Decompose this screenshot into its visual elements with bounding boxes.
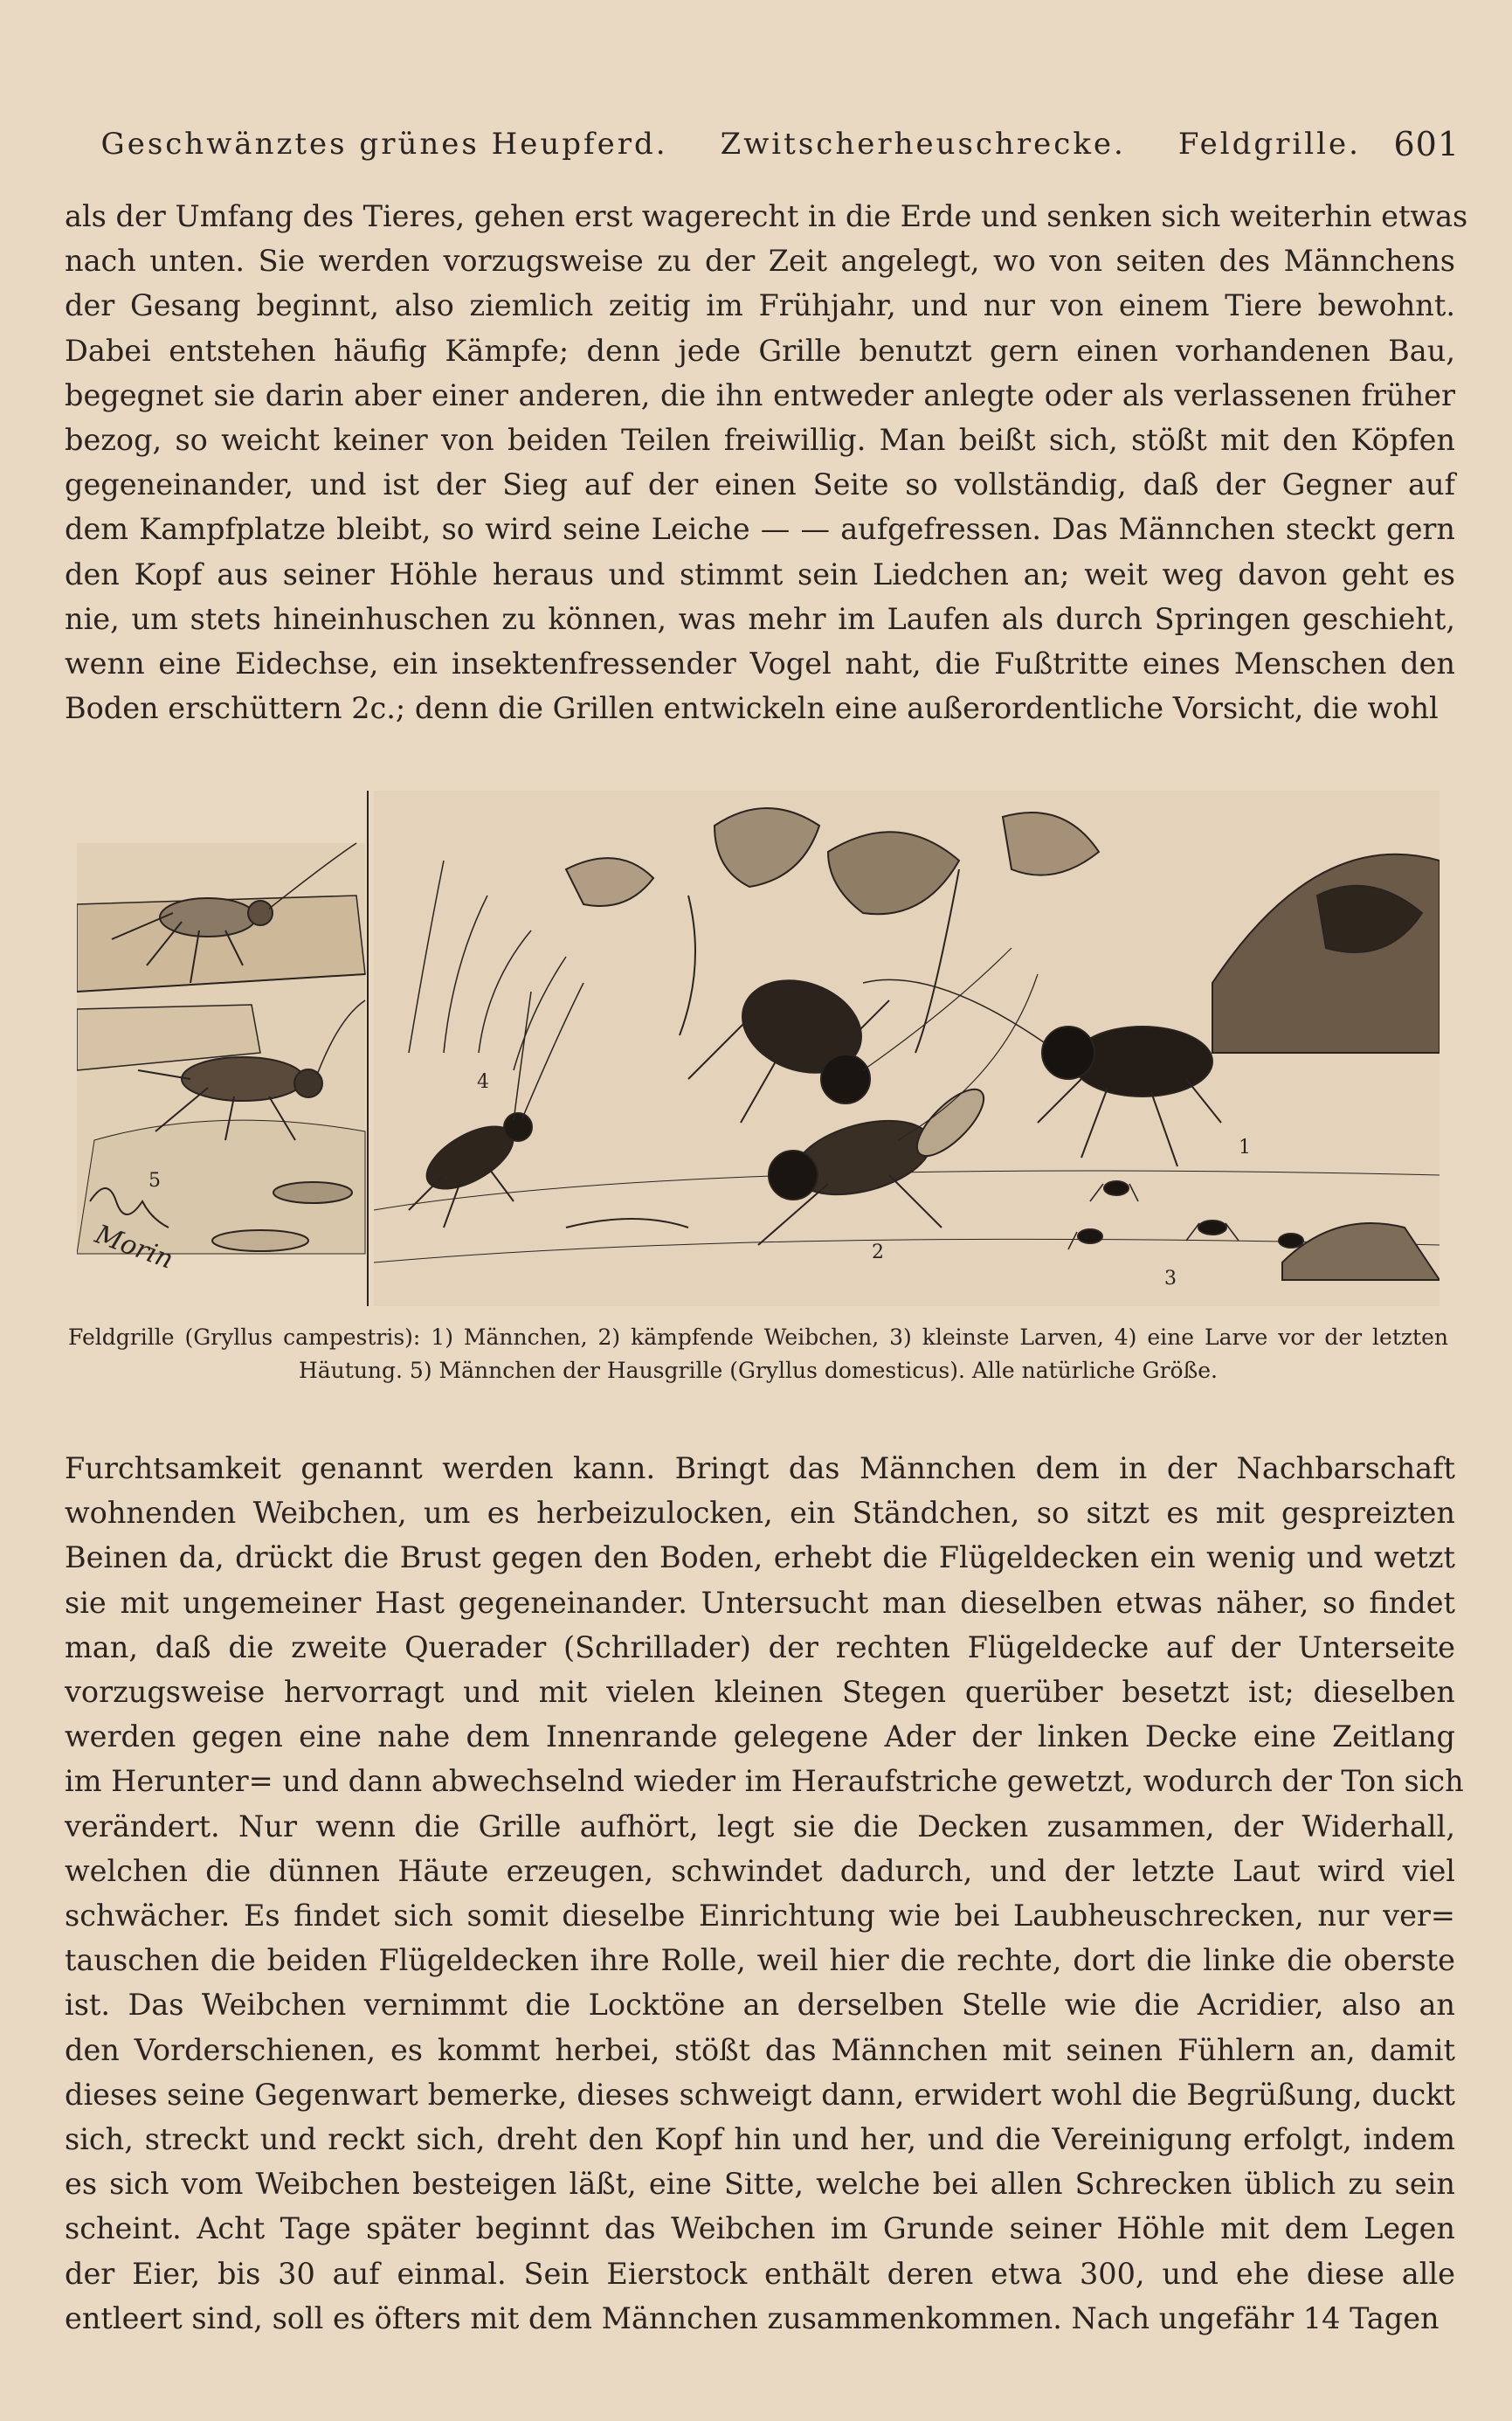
- paragraph-bottom-line: es sich vom Weibchen besteigen läßt, eine Sitte, welche bei allen Schrecken üblich zu sein: [65, 2167, 1455, 2202]
- left-panel: [77, 843, 365, 1254]
- paragraph-top-line: Dabei entstehen häufig Kämpfe; denn jede Grille benutzt gern einen vorhandenen Bau,: [65, 333, 1455, 368]
- paragraph-top-line: begegnet sie darin aber einer anderen, die ihn entweder anlegte oder als verlassenen früher: [65, 377, 1455, 412]
- page-number: 601: [1393, 125, 1460, 163]
- figure-label-5: 5: [148, 1170, 161, 1192]
- paragraph-bottom-line: im Herunter= und dann abwechselnd wieder im Heraufstriche gewetzt, wodurch der Ton sich: [65, 1764, 1464, 1799]
- paragraph-top-line: nach unten. Sie werden vorzugsweise zu der Zeit angelegt, wo von seiten des Männchens: [65, 244, 1455, 279]
- running-head-title-3: Feldgrille.: [1177, 127, 1361, 162]
- running-head: [68, 122, 1460, 166]
- paragraph-top-line: den Kopf aus seiner Höhle heraus und stimmt sein Liedchen an; weit weg davon geht es: [65, 557, 1455, 591]
- paragraph-bottom-line: verändert. Nur wenn die Grille aufhört, legt sie die Decken zusammen, der Widerhall,: [65, 1809, 1455, 1843]
- paragraph-bottom-line: sich, streckt und reckt sich, dreht den Kopf hin und her, und die Vereinigung erfolgt, indem: [65, 2122, 1455, 2157]
- paragraph-bottom-line: ist. Das Weibchen vernimmt die Locktöne an derselben Stelle wie die Acridier, also an: [65, 1988, 1455, 2023]
- paragraph-top: [65, 194, 1468, 730]
- figure-label-1: 1: [1239, 1137, 1251, 1159]
- paragraph-top-line: nie, um stets hineinhuschen zu können, was mehr im Laufen als durch Springen geschieht,: [65, 601, 1455, 636]
- paragraph-bottom-line: wohnenden Weibchen, um es herbeizulocken, ein Ständchen, so sitzt es mit gespreizten: [65, 1496, 1455, 1531]
- running-head-titles: [68, 127, 1393, 162]
- paragraph-bottom-line: scheint. Acht Tage später beginnt das Weibchen im Grunde seiner Höhle mit dem Legen: [65, 2211, 1455, 2246]
- artist-signature: Morin: [91, 1219, 177, 1276]
- figure-label-3: 3: [1164, 1268, 1177, 1290]
- running-head-title-2: Zwitscherheuschrecke.: [720, 127, 1126, 162]
- paragraph-bottom-line: welchen die dünnen Häute erzeugen, schwindet dadurch, und der letzte Laut wird viel: [65, 1853, 1455, 1888]
- paragraph-bottom-line: entleert sind, soll es öfters mit dem Männchen zusammenkommen. Nach ungefähr 14 Tagen: [65, 2300, 1440, 2335]
- paragraph-top-line: der Gesang beginnt, also ziemlich zeitig im Frühjahr, und nur von einem Tiere bewohnt.: [65, 288, 1455, 323]
- paragraph-top-line: gegeneinander, und ist der Sieg auf der einen Seite so vollständig, daß der Gegner auf: [65, 467, 1455, 502]
- running-head-title-1: Geschwänztes grünes Heupferd.: [100, 127, 668, 162]
- figure-caption: [68, 1321, 1448, 1387]
- caption-line: Feldgrille (Gryllus campestris): 1) Männchen, 2) kämpfende Weibchen, 3) kleinste Larven, 4) eine Larve vor der letzten: [68, 1325, 1448, 1350]
- paragraph-bottom-line: werden gegen eine nahe dem Innenrande gelegene Ader der linken Decke eine Zeitlang: [65, 1719, 1455, 1754]
- paragraph-bottom-line: den Vorderschienen, es kommt herbei, stößt das Männchen mit seinen Fühlern an, damit: [65, 2032, 1455, 2067]
- paragraph-top-line: als der Umfang des Tieres, gehen erst wagerecht in die Erde und senken sich weiterhin etwas: [65, 199, 1468, 233]
- paragraph-bottom-line: sie mit ungemeiner Hast gegeneinander. Untersucht man dieselben etwas näher, so findet: [65, 1585, 1455, 1620]
- paragraph-bottom-line: man, daß die zweite Querader (Schrillader) der rechten Flügeldecke auf der Unterseite: [65, 1629, 1455, 1664]
- paragraph-bottom-line: dieses seine Gegenwart bemerke, dieses schweigt dann, erwidert wohl die Begrüßung, duckt: [65, 2077, 1455, 2112]
- right-panel: [374, 791, 1440, 1306]
- paragraph-top-line: Boden erschüttern 2c.; denn die Grillen entwickeln eine außerordentliche Vorsicht, die wohl: [65, 691, 1439, 726]
- paragraph-top-line: bezog, so weicht keiner von beiden Teilen freiwillig. Man beißt sich, stößt mit den Köpfen: [65, 423, 1455, 458]
- caption-line: Häutung. 5) Männchen der Hausgrille (Gryllus domesticus). Alle natürliche Größe.: [298, 1358, 1219, 1383]
- paragraph-bottom-line: tauschen die beiden Flügeldecken ihre Rolle, weil hier die rechte, dort die linke die oberste: [65, 1943, 1455, 1978]
- paragraph-bottom-line: Beinen da, drückt die Brust gegen den Boden, erhebt die Flügeldecken ein wenig und wetzt: [65, 1540, 1455, 1575]
- figure-label-4: 4: [477, 1071, 489, 1093]
- paragraph-top-line: dem Kampfplatze bleibt, so wird seine Leiche — — aufgefressen. Das Männchen steckt gern: [65, 512, 1455, 547]
- paragraph-bottom: [65, 1446, 1464, 2341]
- paragraph-bottom-line: vorzugsweise hervorragt und mit vielen kleinen Stegen querüber besetzt ist; dieselben: [65, 1675, 1455, 1710]
- figure-label-2: 2: [872, 1242, 884, 1263]
- paragraph-bottom-line: der Eier, bis 30 auf einmal. Sein Eierstock enthält deren etwa 300, und ehe diese alle: [65, 2256, 1455, 2291]
- paragraph-top-line: wenn eine Eidechse, ein insektenfressender Vogel naht, die Fußtritte eines Menschen den: [65, 647, 1455, 681]
- paragraph-bottom-line: Furchtsamkeit genannt werden kann. Bringt das Männchen dem in der Nachbarschaft: [65, 1451, 1455, 1485]
- paragraph-bottom-line: schwächer. Es findet sich somit dieselbe Einrichtung wie bei Laubheuschrecken, nur ver=: [65, 1899, 1455, 1933]
- cricket-illustration: [77, 791, 1440, 1306]
